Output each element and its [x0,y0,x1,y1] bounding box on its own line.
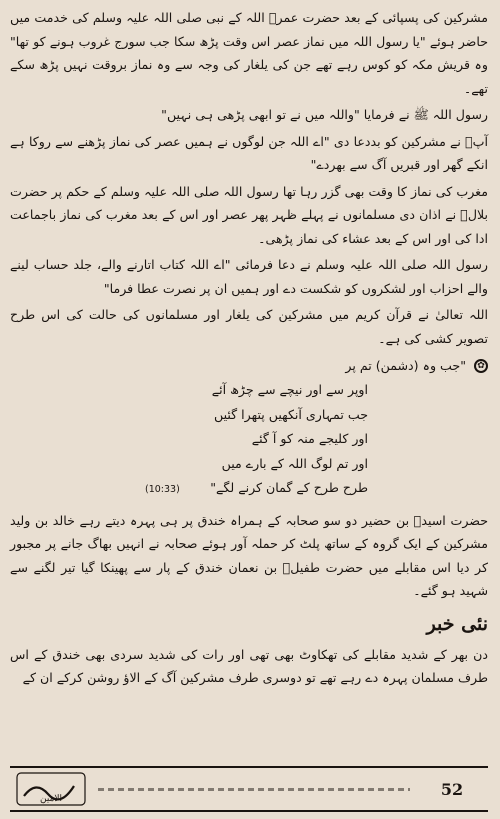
verse-line: اور تم لوگ اللہ کے بارے میں [221,455,368,471]
paragraph-last: دن بھر کے شدید مقابلے کی تھکاوٹ بھی تھی اور رات کی شدید سردی بھی خندق کے اس طرف مسلمان پہرہ دے رہے تھے تو دوسری طرف مشرکین آگ کے الاؤ روشن کرکے ان کے [10,646,488,685]
al-ameen-logo-icon [16,772,86,806]
verse-line: جب تمہاری آنکھیں پتھرا گئیں [214,406,368,422]
paragraph-1: مشرکین کی پسپائی کے بعد حضرت عمرؓ اللہ کے نبی صلی اللہ علیہ وسلم کی خدمت میں حاضر ہوئے "یا رسول اللہ میں نماز عصر اس وقت پڑھ سکا جب سورج غروب ہونے کو تھا" وہ قریش مکہ کو کوس رہے تھے جن کی یلغار کی وجہ سے وہ نماز بروقت نہیں پڑھ سکے تھے۔ [10,10,488,96]
verse-line: "جب وہ (دشمن) تم پر [345,358,466,373]
paragraph-after-verse: حضرت اسیدؓ بن حضیر دو سو صحابہ کے ہمراہ خندق پر ہی پہرہ دیتے رہے خالد بن ولید مشرکین کے ایک گروہ کے ساتھ پلٹ کر حملہ آور ہوئے صحابہ نے انہیں بھاگ جانے پر مجبور کر دیا اس مقابلے میں حضرت طفیلؓ بن نعمان خندق کے پار سے پھینکا گیا تیر لگنے سے شہید ہو گئے۔ [10,512,488,598]
section-heading: نئی خبر [426,612,488,635]
paragraph-3: آپؐ نے مشرکین کو بددعا دی "اے اللہ جن لوگوں نے ہمیں عصر کی نماز پڑھنے سے روکا ہے انکے گھر اور قبریں آگ سے بھردے" [10,133,488,172]
footer-divider [98,788,410,791]
page-footer [10,766,488,812]
flower-bullet-icon: ✿ [474,359,488,373]
svg-text:الامین: الامین [39,794,63,804]
verse-line: اوپر سے اور نیچے سے چڑھ آئے [211,382,368,397]
verse-line: طرح طرح کے گمان کرنے لگے" [210,480,368,495]
verse-reference: (10:33) [145,484,180,495]
page-number: 52 [440,779,464,799]
body-text [10,6,488,350]
quran-verse [10,354,488,503]
paragraph-4: مغرب کی نماز کا وقت بھی گزر رہا تھا رسول اللہ صلی اللہ علیہ وسلم کے حکم پر حضرت بلالؓ نے اذان دی مسلمانوں نے پہلے ظہر پھر عصر اور اس کے بعد مغرب کی نماز باجماعت ادا کی اور اس کے بعد عشاء کی نماز پڑھی۔ [10,183,488,246]
paragraph-6: اللہ تعالیٰ نے قرآن کریم میں مشرکین کی یلغار اور مسلمانوں کی حالت کی اس طرح تصویر کشی کی ہے۔ [10,307,488,346]
paragraph-5: رسول اللہ صلی اللہ علیہ وسلم نے دعا فرمائی "اے اللہ کتاب اتارنے والے، جلد حساب لینے والے احزاب اور لشکروں کو شکست دے اور ہمیں ان پر نصرت عطا فرما" [10,257,488,296]
verse-line: اور کلیجے منہ کو آ گئے [251,431,368,446]
paragraph-2: رسول اللہ ﷺ نے فرمایا "واللہ میں نے تو ابھی پڑھی ہی نہیں" [161,107,488,122]
